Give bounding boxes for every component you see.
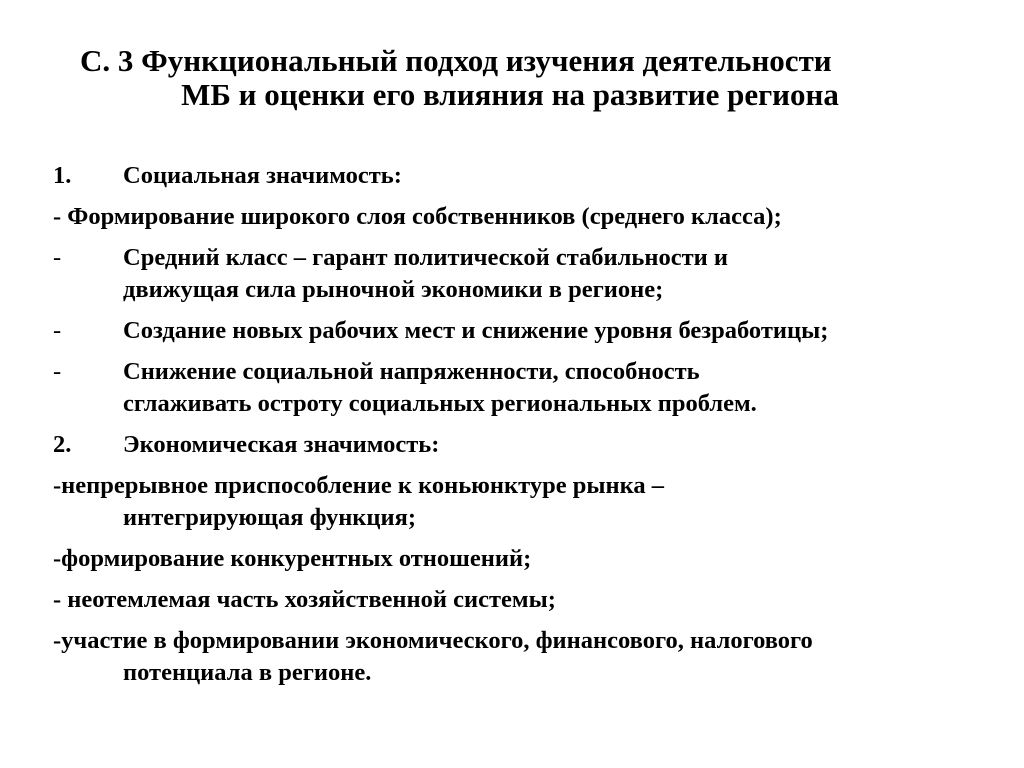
list-item-line-2: движущая сила рыночной экономики в регионе; bbox=[123, 276, 664, 303]
list-item-line-2: интегрирующая функция; bbox=[123, 504, 417, 531]
list-item bbox=[53, 584, 1003, 616]
slide-title bbox=[40, 44, 980, 112]
list-item-line-1: -участие в формировании экономического, финансового, налогового bbox=[53, 627, 813, 654]
title-line-2: МБ и оценки его влияния на развитие региона bbox=[181, 77, 839, 112]
list-item-line-2: сглаживать остроту социальных региональных проблем. bbox=[123, 390, 757, 417]
list-item-line-1: -непрерывное приспособление к коньюнктуре рынка – bbox=[53, 472, 664, 499]
bullet-dash: - bbox=[53, 317, 62, 344]
list-item bbox=[53, 543, 1003, 575]
list-item bbox=[53, 470, 1003, 534]
list-item-text bbox=[53, 356, 1003, 420]
list-item-text: - неотемлемая часть хозяйственной системы; bbox=[53, 586, 556, 613]
list-item bbox=[53, 201, 1003, 233]
list-item-line-1: Средний класс – гарант политической стабильности и bbox=[123, 244, 728, 271]
list-item-text: Социальная значимость: bbox=[123, 162, 402, 189]
list-item bbox=[53, 625, 1003, 689]
bullet-item bbox=[53, 242, 1003, 306]
list-item-line-1: Снижение социальной напряженности, способность bbox=[123, 358, 700, 385]
numbered-item-social bbox=[53, 160, 1003, 192]
list-item-text: Создание новых рабочих мест и снижение уровня безработицы; bbox=[123, 317, 829, 344]
list-number: 1. bbox=[53, 162, 72, 189]
list-item-text bbox=[53, 625, 1003, 689]
slide-body bbox=[53, 160, 1003, 698]
title-line-1: С. 3 Функциональный подход изучения деятельности bbox=[80, 43, 832, 78]
list-item-text: Экономическая значимость: bbox=[123, 431, 440, 458]
list-item-text bbox=[53, 470, 1003, 534]
list-item-text: -формирование конкурентных отношений; bbox=[53, 545, 532, 572]
list-item-line-2: потенциала в регионе. bbox=[123, 659, 372, 686]
bullet-item bbox=[53, 315, 1003, 347]
bullet-item bbox=[53, 356, 1003, 420]
list-item-text bbox=[53, 242, 1003, 306]
numbered-item-economic bbox=[53, 429, 1003, 461]
list-item-text: - Формирование широкого слоя собственников (среднего класса); bbox=[53, 203, 782, 230]
bullet-dash: - bbox=[53, 358, 62, 385]
list-number: 2. bbox=[53, 431, 72, 458]
bullet-dash: - bbox=[53, 244, 62, 271]
